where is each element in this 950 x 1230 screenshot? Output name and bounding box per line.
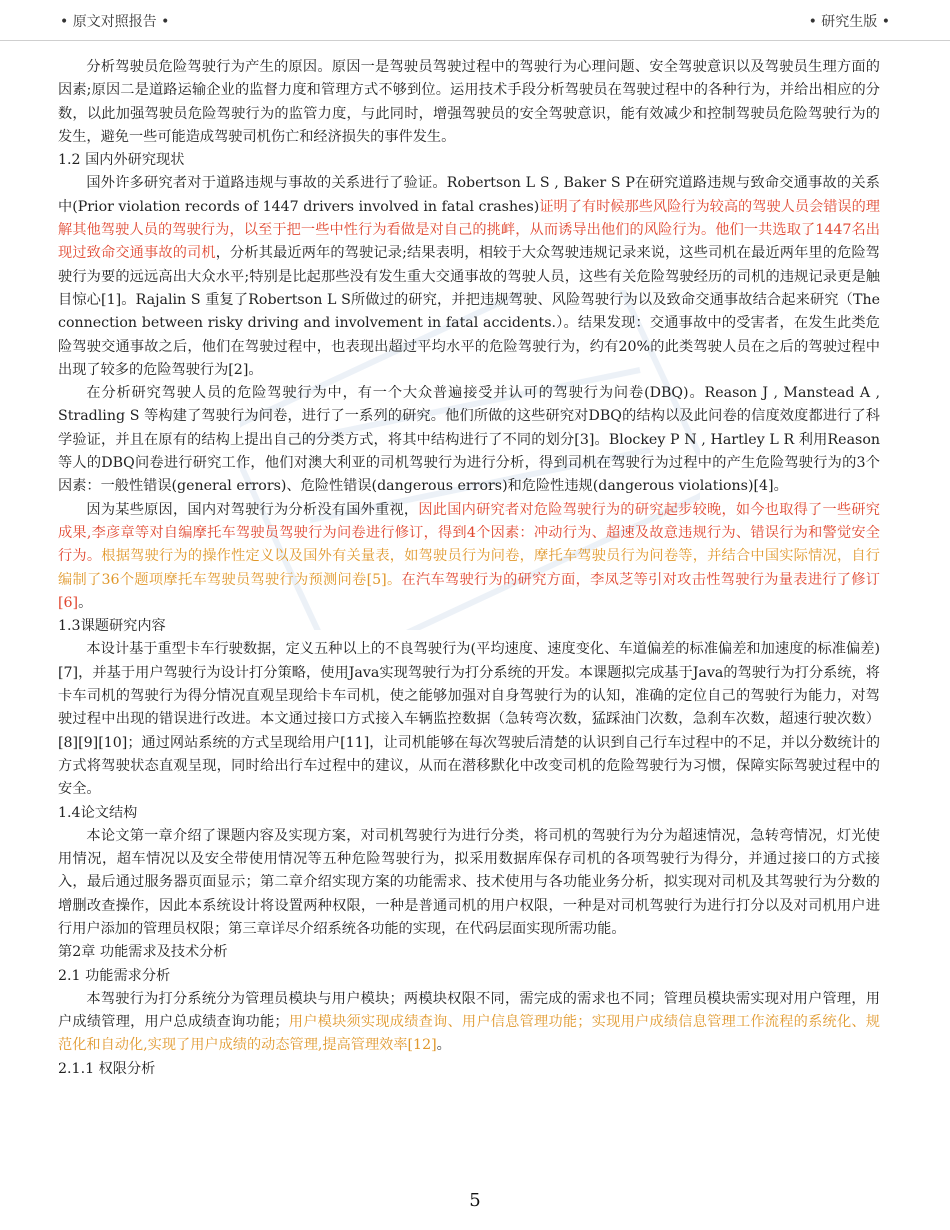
header-right-label: • 研究生版 • xyxy=(808,14,890,30)
paragraph-research-content: 本设计基于重型卡车行驶数据，定义五种以上的不良驾驶行为(平均速度、速度变化、车道偏差的标准偏差和加速度的标准偏差)[7]，并基于用户驾驶行为设计打分策略，使用Java实现驾驶行为打分系统的开发。本课题拟完成基于Java的驾驶行为打分系统，将卡车司机的驾驶行为得分情况直观呈现给卡车司机，使之能够加强对自身驾驶行为的认知，准确的定位自己的驾驶行为能力，对驾驶过程中出现的错误进行改进。本文通过接口方式接入车辆监控数据（急转弯次数，猛踩油门次数，急刹车次数，超速行驶次数）[8][9][10]；通过网站系统的方式呈现给用户[11]，让司机能够在每次驾驶后清楚的认识到自己行车过程中的不足，并以分数统计的方式将驾驶状态直观呈现，同时给出行车过程中的建议，从而在潜移默化中改变司机的危险驾驶行为习惯，保障实际驾驶过程中的安全。 xyxy=(58,641,881,798)
section-heading-1-2: 1.2 国内外研究现状 xyxy=(58,152,185,169)
page-number: 5 xyxy=(469,1190,481,1211)
section-heading-2-1-1: 2.1.1 权限分析 xyxy=(58,1060,156,1077)
paragraph-cause-analysis: 分析驾驶员危险驾驶行为产生的原因。原因一是驾驶员驾驶过程中的驾驶行为心理问题、安全驾驶意识以及驾驶员生理方面的因素;原因二是道路运输企业的监督力度和管理方式不够到位。运用技术手段分析驾驶员在驾驶过程中的各种行为，并给出相应的分数，以此加强驾驶员危险驾驶行为的监管力度，与此同时，增强驾驶员的安全驾驶意识，能有效减少和控制驾驶员危险驾驶行为的发生，避免一些可能造成驾驶司机伤亡和经济损失的事件发生。 xyxy=(58,59,880,145)
paragraph-thesis-structure: 本论文第一章介绍了课题内容及实现方案，对司机驾驶行为进行分类，将司机的驾驶行为分为超速情况，急转弯情况，灯光使用情况，超车情况以及安全带使用情况等五种危险驾驶行为，拟采用数据库保存司机的各项驾驶行为得分，并通过接口的方式接入，最后通过服务器页面显示；第二章介绍实现方案的功能需求、技术使用与各功能业务分析，拟实现对司机及其驾驶行为分数的增删改查操作，因此本系统设计将设置两种权限，一种是普通司机的用户权限，一种是对司机驾驶行为进行打分以及对司机用户进行用户添加的管理员权限；第三章详尽介绍系统各功能的实现，在代码层面实现所需功能。 xyxy=(58,827,880,937)
section-heading-1-4: 1.4论文结构 xyxy=(58,804,138,821)
highlight-orange-segment: 根据驾驶行为的操作性定义以及国外有关量表，如驾驶员行为问卷，摩托车驾驶员行为问卷等，并结合中国实际情况，自行编制了36个题项摩托车驾驶员驾驶行为预测问卷[5]。 xyxy=(58,548,880,588)
section-heading-2-1: 2.1 功能需求分析 xyxy=(58,967,171,984)
page-header xyxy=(0,0,950,41)
highlight-red-segment: 因此国内研究者对危险驾驶行为的研究起步较晚，如今也取得了一些研究成果,李彦章等对自编摩托车驾驶员驾驶行为问卷进行修订，得到4个因素：冲动行为、超速及故意违规行为、错误行为和警觉安全行为。 xyxy=(58,501,880,565)
text-segment: 因为某些原因，国内对驾驶行为分析没有国外重视， xyxy=(86,501,419,518)
text-segment: 。 xyxy=(436,1037,451,1054)
document-body xyxy=(58,56,880,1081)
chapter-heading-2: 第2章 功能需求及技术分析 xyxy=(58,944,228,961)
paragraph-functional-requirements xyxy=(58,988,880,1058)
paragraph-domestic-research xyxy=(58,499,880,615)
highlight-red-segment: 证明了有时候那些风险行为较高的驾驶人员会错误的理解其他驾驶人员的驾驶行为，以至于把一些中性行为看做是对自己的挑衅，从而诱导出他们的风险行为。他们一共选取了1447名出现过致命交通事故的司机 xyxy=(58,198,880,262)
section-heading-1-3: 1.3课题研究内容 xyxy=(58,618,166,635)
paragraph-foreign-research xyxy=(58,172,880,382)
header-left-label: • 原文对照报告 • xyxy=(60,14,170,30)
text-segment: 国外许多研究者对于道路违规与事故的关系进行了验证。Robertson L S , Baker S P在研究道路违规与致命交通事故的关系中(Prior violation records of 1447 drivers involved in fatal crashes) xyxy=(58,175,880,215)
highlight-orange-segment: 用户模块须实现成绩查询、用户信息管理功能；实现用户成绩信息管理工作流程的系统化、规范化和自动化,实现了用户成绩的动态管理,提高管理效率[12] xyxy=(58,1014,880,1054)
text-segment: 。 xyxy=(78,594,93,611)
text-segment: ，分析其最近两年的驾驶记录;结果表明，相较于大众驾驶违规记录来说，这些司机在最近两年里的危险驾驶行为要的远远高出大众水平;特别是比起那些没有发生重大交通事故的驾驶人员，这些有关危险驾驶经历的司机的违规记录更是触目惊心[1]。Rajalin S 重复了Robertson L S所做过的研究，并把违规驾驶、风险驾驶行为以及致命交通事故结合起来研究（The connection between risky driving and involvement in fatal accidents.）。结果发现：交通事故中的受害者，在发生此类危险驾驶交通事故之后，他们在驾驶过程中，也表现出超过平均水平的危险驾驶行为，约有20%的此类驾驶人员在之后的驾驶过程中出现了较多的危险驾驶行为[2]。 xyxy=(58,245,880,378)
highlight-red-segment: 在汽车驾驶行为的研究方面，李凤芝等引对攻击性驾驶行为量表进行了修订[6] xyxy=(58,571,880,611)
text-segment: 本驾驶行为打分系统分为管理员模块与用户模块；两模块权限不同，需完成的需求也不同；管理员模块需实现对用户管理，用户成绩管理，用户总成绩查询功能； xyxy=(58,990,880,1031)
paragraph-dbq-research: 在分析研究驾驶人员的危险驾驶行为中，有一个大众普遍接受并认可的驾驶行为问卷(DBQ)。Reason J , Manstead A , Stradling S 等构建了驾驶行为问卷，进行了一系列的研究。他们所做的这些研究对DBQ的结构以及此问卷的信度效度都进行了科学验证，并且在原有的结构上提出自己的分类方式，将其中结构进行了不同的划分[3]。Blockey P N , Hartley L R 利用Reason等人的DBQ问卷进行研究工作，他们对澳大利亚的司机驾驶行为进行分析，得到司机在驾驶行为过程中的产生危险驾驶行为的3个因素：一般性错误(general errors)、危险性错误(dangerous errors)和危险性违规(dangerous violations)[4]。 xyxy=(58,385,880,495)
